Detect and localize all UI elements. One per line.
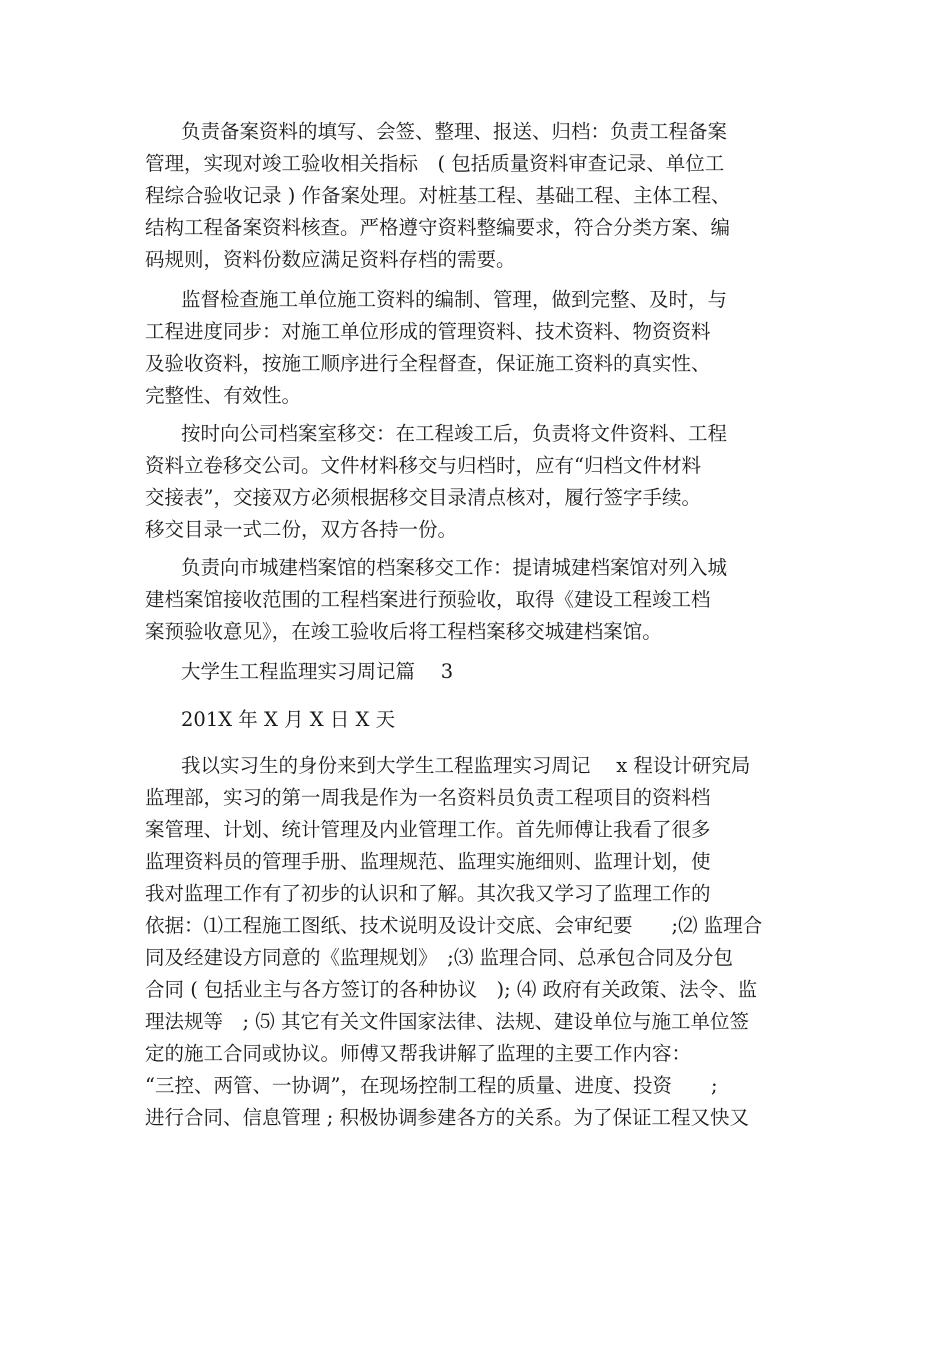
text-line: 移交目录一式二份，双方各持一份。 bbox=[145, 518, 458, 541]
text-line: 完整性、有效性。 bbox=[145, 384, 302, 407]
text-line: 程综合验收记录 ) 作备案处理。对桩基工程、基础工程、主体工程、 bbox=[145, 184, 731, 207]
paragraph-transfer-city-archive bbox=[145, 552, 825, 648]
text-line: 我以实习生的身份来到大学生工程监理实习周记 x 程设计研究局 bbox=[181, 754, 751, 777]
text-line: 案预验收意见》，在竣工验收后将工程档案移交城建档案馆。 bbox=[145, 620, 662, 643]
paragraph-internship-week bbox=[145, 750, 825, 1134]
text-line: 负责备案资料的填写、会签、整理、报送、归档：负责工程备案 bbox=[181, 120, 728, 143]
paragraph-supervise-inspection bbox=[145, 284, 825, 412]
text-line: 监理资料员的管理手册、监理规范、监理实施细则、监理计划，使 bbox=[145, 850, 711, 873]
text-line: “三控、两管、一协调”，在现场控制工程的质量、进度、投资 ; bbox=[145, 1074, 718, 1097]
text-line: 码规则，资料份数应满足资料存档的需要。 bbox=[145, 248, 516, 271]
text-line: 管理，实现对竣工验收相关指标 ( 包括质量资料审查记录、单位工 bbox=[145, 152, 725, 175]
section-heading bbox=[145, 656, 825, 688]
text-line: 负责向市城建档案馆的档案移交工作：提请城建档案馆对列入城 bbox=[181, 556, 728, 579]
text-line: 进行合同、信息管理 ; 积极协调参建各方的关系。为了保证工程又快又 bbox=[145, 1106, 749, 1129]
paragraph-transfer-company bbox=[145, 418, 825, 546]
text-line: 我对监理工作有了初步的认识和了解。其次我又学习了监理工作的 bbox=[145, 882, 711, 905]
text-line: 定的施工合同或协议。师傅又帮我讲解了监理的主要工作内容： bbox=[145, 1042, 692, 1065]
text-line: 建档案馆接收范围的工程档案进行预验收，取得《建设工程竣工档 bbox=[145, 588, 711, 611]
heading-text: 大学生工程监理实习周记篇 3 bbox=[181, 660, 454, 683]
text-line: 监理部，实习的第一周我是作为一名资料员负责工程项目的资料档 bbox=[145, 786, 711, 809]
text-line: 工程进度同步：对施工单位形成的管理资料、技术资料、物资资料 bbox=[145, 320, 711, 343]
text-line: 按时向公司档案室移交：在工程竣工后，负责将文件资料、工程 bbox=[181, 422, 728, 445]
text-line: 交接表”，交接双方必须根据移交目录清点核对，履行签字手续。 bbox=[145, 486, 701, 509]
text-line: 资料立卷移交公司。文件材料移交与归档时，应有“归档文件材料 bbox=[145, 454, 701, 477]
text-line: 结构工程备案资料核查。严格遵守资料整编要求，符合分类方案、编 bbox=[145, 216, 731, 239]
text-line: 及验收资料，按施工顺序进行全程督查，保证施工资料的真实性、 bbox=[145, 352, 711, 375]
text-line: 理法规等 ; ⑸ 其它有关文件国家法律、法规、建设单位与施工单位签 bbox=[145, 1010, 749, 1033]
date-line bbox=[145, 704, 825, 736]
text-line: 合同 ( 包括业主与各方签订的各种协议 ); ⑷ 政府有关政策、法令、监 bbox=[145, 978, 758, 1001]
date-text: 201X 年 X 月 X 日 X 天 bbox=[181, 708, 396, 731]
text-line: 案管理、计划、统计管理及内业管理工作。首先师傅让我看了很多 bbox=[145, 818, 711, 841]
text-line: 同及经建设方同意的《监理规划》 ;⑶ 监理合同、总承包合同及分包 bbox=[145, 946, 734, 969]
paragraph-archive-filing bbox=[145, 116, 825, 276]
text-line: 依据：⑴工程施工图纸、技术说明及设计交底、会审纪要 ;⑵ 监理合 bbox=[145, 914, 763, 937]
text-line: 监督检查施工单位施工资料的编制、管理，做到完整、及时，与 bbox=[181, 288, 728, 311]
